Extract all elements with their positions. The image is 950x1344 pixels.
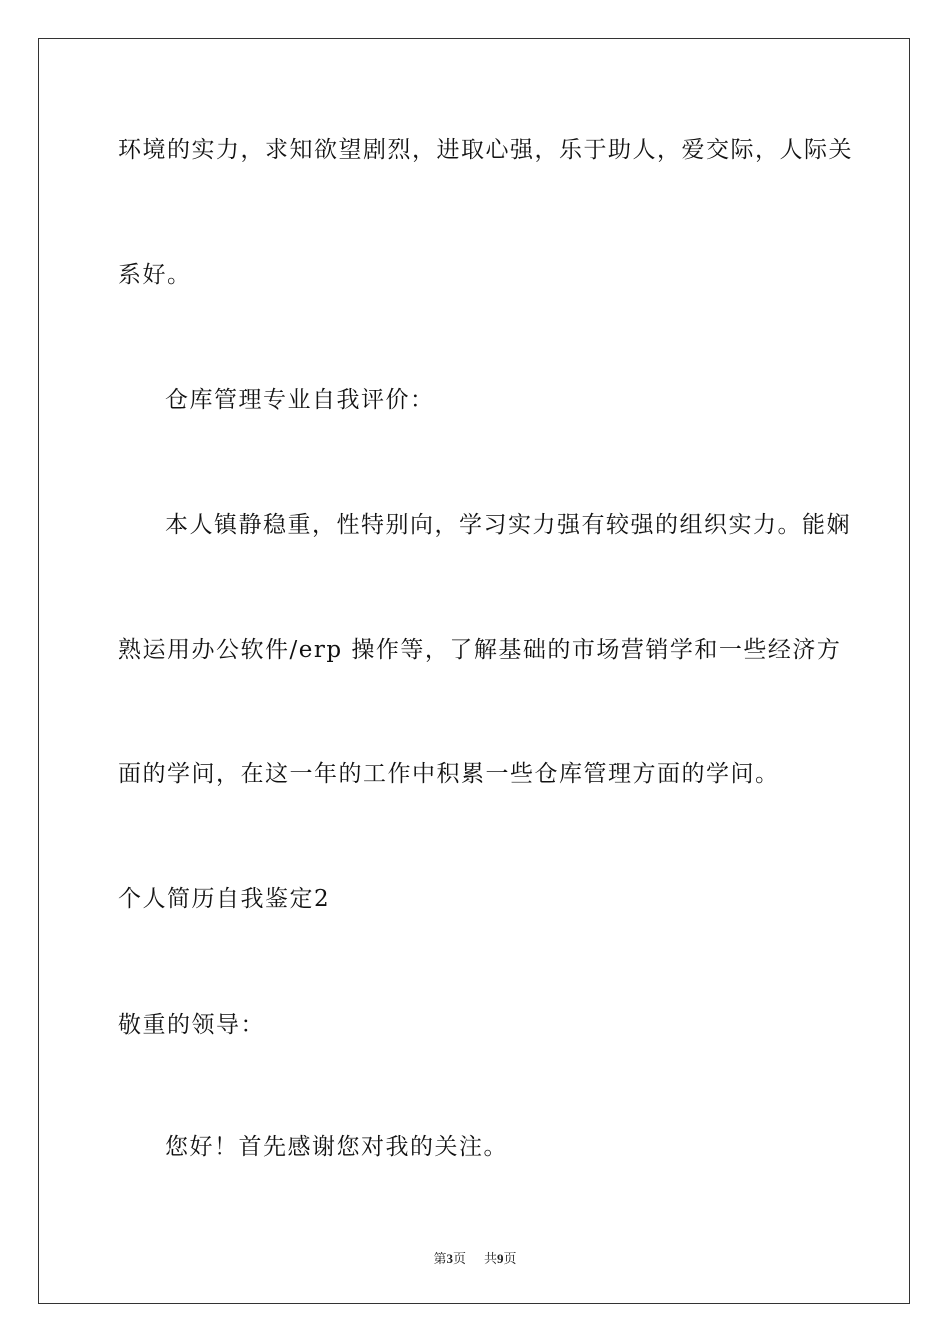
salutation: 敬重的领导： — [118, 1012, 265, 1038]
body-text-line: 面的学问，在这一年的工作中积累一些仓库管理方面的学问。 — [118, 761, 780, 787]
footer-page-current: 3 — [446, 1251, 453, 1266]
footer-total-suffix: 页 — [503, 1251, 517, 1266]
section-title: 个人简历自我鉴定2 — [118, 886, 331, 912]
footer-total-prefix: 共 — [484, 1251, 498, 1266]
page-border — [38, 38, 910, 1304]
footer-page-total: 9 — [497, 1251, 504, 1266]
section-heading: 仓库管理专业自我评价： — [165, 387, 435, 413]
body-text-line: 系好。 — [118, 262, 192, 288]
page-footer — [0, 1248, 950, 1267]
footer-page-prefix: 第 — [433, 1251, 447, 1266]
body-text-line: 熟运用办公软件/erp 操作等，了解基础的市场营销学和一些经济方 — [118, 637, 842, 663]
body-text-line: 环境的实力，求知欲望剧烈，进取心强，乐于助人，爱交际，人际关 — [118, 137, 853, 163]
greeting-line: 您好！首先感谢您对我的关注。 — [165, 1134, 508, 1160]
body-text-line: 本人镇静稳重，性特别向，学习实力强有较强的组织实力。能娴 — [165, 512, 851, 538]
footer-page-suffix: 页 — [452, 1251, 466, 1266]
